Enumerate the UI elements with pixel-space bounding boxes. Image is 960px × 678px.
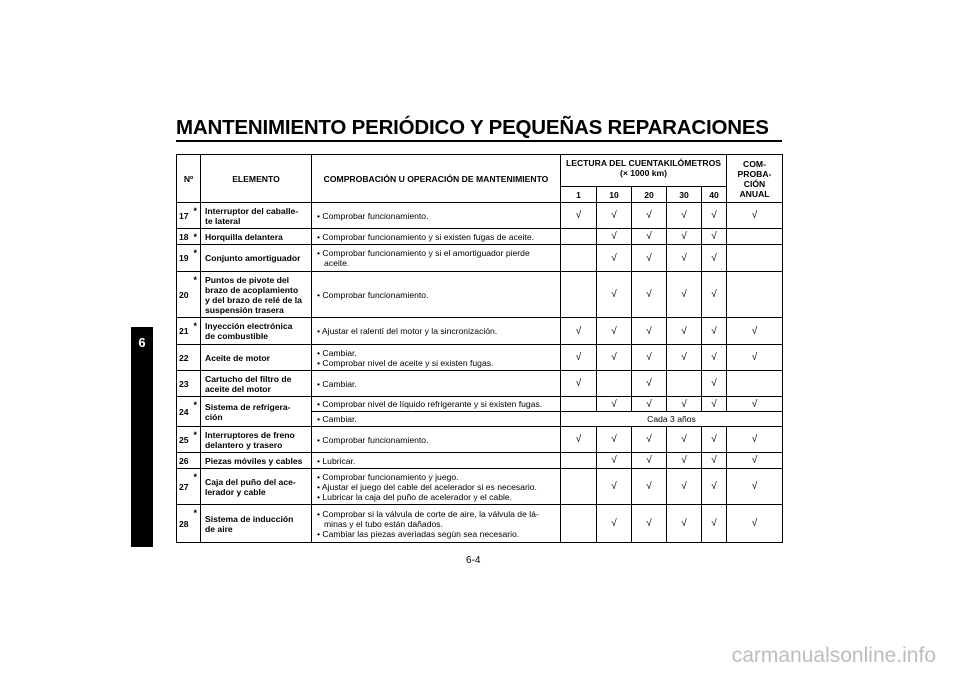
bullet-icon: • <box>317 357 323 368</box>
check-cell: √ <box>667 505 702 543</box>
row-number-text: 21 <box>179 326 189 336</box>
row-number <box>177 245 201 272</box>
row-number <box>177 318 201 345</box>
check-cell: √ <box>597 229 632 245</box>
row-number <box>177 469 201 505</box>
operation-text: Ajustar el ralentí del motor y la sincronización. <box>321 326 498 336</box>
row-operations <box>312 453 561 469</box>
row-operations <box>312 345 561 371</box>
row-operations <box>312 203 561 229</box>
header-lectura-line2: (× 1000 km) <box>619 168 668 178</box>
row-operations <box>312 427 561 453</box>
check-cell: √ <box>632 318 667 345</box>
check-cell <box>597 371 632 397</box>
interval-header: 40 <box>702 187 727 203</box>
check-cell: √ <box>632 371 667 397</box>
operation-item <box>316 509 556 529</box>
check-cell: √ <box>702 318 727 345</box>
row-operations <box>312 412 561 427</box>
check-cell: √ <box>667 469 702 505</box>
check-cell <box>727 371 783 397</box>
check-cell <box>727 229 783 245</box>
operation-item <box>316 379 556 389</box>
operation-text: Lubricar la caja del puño de acelerador y el cable. <box>322 491 513 502</box>
row-number-text: 19 <box>179 253 189 263</box>
bullet-icon: • <box>317 455 323 466</box>
operation-item <box>316 358 556 368</box>
row-operations <box>312 469 561 505</box>
check-cell: √ <box>561 345 597 371</box>
row-number <box>177 453 201 469</box>
row-number-text: 27 <box>179 481 189 492</box>
table-row <box>177 245 783 272</box>
row-element: Sistema de refrigera- ción <box>201 397 312 427</box>
table-row <box>177 318 783 345</box>
check-cell: √ <box>597 427 632 453</box>
check-cell <box>561 229 597 245</box>
table-row <box>177 469 783 505</box>
table-body <box>177 203 783 543</box>
asterisk-mark: * <box>193 508 197 518</box>
check-cell: √ <box>561 427 597 453</box>
table-row <box>177 229 783 245</box>
table-row <box>177 427 783 453</box>
operation-text: Comprobar funcionamiento. <box>322 434 429 445</box>
row-element: Horquilla delantera <box>201 229 312 245</box>
operation-text: Cambiar. <box>322 378 357 389</box>
check-cell: √ <box>561 203 597 229</box>
check-cell: √ <box>702 505 727 543</box>
check-cell: √ <box>667 453 702 469</box>
interval-header: 20 <box>632 187 667 203</box>
check-cell: √ <box>702 245 727 272</box>
operation-text: Comprobar funcionamiento y juego. <box>322 471 459 482</box>
row-number-text: 23 <box>179 378 189 389</box>
row-operations <box>312 272 561 318</box>
check-cell: √ <box>597 203 632 229</box>
asterisk-mark: * <box>193 232 197 242</box>
asterisk-mark: * <box>193 472 197 482</box>
check-cell: √ <box>632 469 667 505</box>
check-cell: √ <box>667 318 702 345</box>
row-number <box>177 203 201 229</box>
row-operations <box>312 318 561 345</box>
bullet-icon: • <box>317 248 323 258</box>
check-cell: √ <box>702 229 727 245</box>
check-cell: √ <box>702 469 727 505</box>
bullet-icon: • <box>317 326 322 336</box>
interval-header: 30 <box>667 187 702 203</box>
check-cell: √ <box>667 345 702 371</box>
check-cell: √ <box>632 345 667 371</box>
chapter-tab <box>131 327 153 547</box>
operation-text: Cambiar. <box>322 347 357 358</box>
row-element: Caja del puño del ace- lerador y cable <box>201 469 312 505</box>
row-element: Cartucho del filtro de aceite del motor <box>201 371 312 397</box>
operation-item <box>316 211 556 221</box>
check-cell: √ <box>727 427 783 453</box>
row-element: Piezas móviles y cables <box>201 453 312 469</box>
table-row <box>177 345 783 371</box>
chapter-number: 6 <box>138 335 146 350</box>
operation-item <box>316 435 556 445</box>
check-cell: √ <box>597 245 632 272</box>
operation-text: Ajustar el juego del cable del acelerador si es necesario. <box>321 481 537 492</box>
check-cell: √ <box>667 203 702 229</box>
check-cell <box>561 397 597 412</box>
operation-text: Comprobar funcionamiento. <box>322 289 429 300</box>
operation-text: Comprobar si la válvula de corte de aire, la válvula de lá- minas y el tubo están dañados. <box>322 508 539 529</box>
operation-item <box>316 232 556 242</box>
operation-item <box>316 472 556 482</box>
page-number: 6-4 <box>466 555 481 566</box>
row-number <box>177 345 201 371</box>
operation-text: Comprobar nivel de aceite y si existen fugas. <box>322 357 494 368</box>
asterisk-mark: * <box>193 206 197 216</box>
operation-text: Comprobar funcionamiento y si el amortiguador pierde aceite. <box>322 248 530 268</box>
header-num: Nº <box>177 155 201 203</box>
check-cell: √ <box>667 245 702 272</box>
check-cell: √ <box>727 453 783 469</box>
asterisk-mark: * <box>193 248 197 258</box>
check-cell: √ <box>667 272 702 318</box>
check-cell <box>561 453 597 469</box>
row-number <box>177 272 201 318</box>
check-cell: √ <box>561 318 597 345</box>
operation-text: Cambiar. <box>322 414 357 424</box>
check-cell: √ <box>727 469 783 505</box>
check-cell: √ <box>632 272 667 318</box>
operation-item <box>316 326 556 336</box>
check-cell <box>561 469 597 505</box>
operation-item <box>316 399 556 409</box>
row-number-text: 26 <box>179 455 189 466</box>
asterisk-mark: * <box>193 321 197 331</box>
bullet-icon: • <box>317 210 323 221</box>
bullet-icon: • <box>317 399 323 409</box>
row-number-text: 24 <box>179 406 189 417</box>
header-elemento: ELEMENTO <box>201 155 312 203</box>
interval-header: 10 <box>597 187 632 203</box>
check-cell: √ <box>702 371 727 397</box>
asterisk-mark: * <box>193 400 197 410</box>
check-cell: √ <box>727 397 783 412</box>
row-element: Interruptores de freno delantero y trasero <box>201 427 312 453</box>
operation-item <box>316 482 556 492</box>
row-element: Sistema de inducción de aire <box>201 505 312 543</box>
bullet-icon: • <box>317 508 323 519</box>
row-operations <box>312 505 561 543</box>
operation-item <box>316 529 556 539</box>
operation-text: Comprobar funcionamiento. <box>322 210 429 221</box>
check-cell: √ <box>702 427 727 453</box>
interval-header: 1 <box>561 187 597 203</box>
check-cell: √ <box>632 453 667 469</box>
check-cell: √ <box>702 203 727 229</box>
row-element: Conjunto amortiguador <box>201 245 312 272</box>
row-operations <box>312 245 561 272</box>
header-anual: COM- PROBA- CIÓN ANUAL <box>727 155 783 203</box>
check-cell <box>561 245 597 272</box>
row-element: Inyección electrónica de combustible <box>201 318 312 345</box>
bullet-icon: • <box>317 231 323 242</box>
check-cell: √ <box>597 345 632 371</box>
operation-item <box>316 414 556 424</box>
table-row <box>177 203 783 229</box>
bullet-icon: • <box>317 481 322 492</box>
operation-item <box>316 248 556 268</box>
check-cell: √ <box>597 318 632 345</box>
table-row <box>177 397 783 412</box>
maintenance-table <box>176 154 783 543</box>
bullet-icon: • <box>317 378 323 389</box>
row-number-text: 20 <box>179 289 189 300</box>
operation-text: Comprobar nivel de líquido refrigerante y si existen fugas. <box>322 399 543 409</box>
check-cell: √ <box>727 318 783 345</box>
check-cell: √ <box>727 505 783 543</box>
check-cell: √ <box>597 397 632 412</box>
operation-item <box>316 456 556 466</box>
title-rule <box>176 140 782 142</box>
check-cell <box>727 245 783 272</box>
bullet-icon: • <box>317 528 323 539</box>
row-element: Puntos de pivote del brazo de acoplamiento y del brazo de relé de la suspensión trasera <box>201 272 312 318</box>
header-comprobacion: COMPROBACIÓN U OPERACIÓN DE MANTENIMIENTO <box>312 155 561 203</box>
row-number <box>177 371 201 397</box>
check-cell: √ <box>667 397 702 412</box>
operation-text: Cambiar las piezas averiadas según sea necesario. <box>322 528 520 539</box>
asterisk-mark: * <box>193 275 197 285</box>
operation-text: Lubricar. <box>322 455 356 466</box>
asterisk-mark: * <box>193 430 197 440</box>
row-element: Aceite de motor <box>201 345 312 371</box>
check-cell: √ <box>702 397 727 412</box>
table-row <box>177 272 783 318</box>
check-cell: √ <box>632 505 667 543</box>
row-number-text: 18 <box>179 231 189 242</box>
row-number-text: 28 <box>179 518 189 529</box>
check-cell: √ <box>727 203 783 229</box>
check-cell: √ <box>597 469 632 505</box>
bullet-icon: • <box>317 414 323 424</box>
row-number-text: 25 <box>179 434 189 445</box>
page-title: MANTENIMIENTO PERIÓDICO Y PEQUEÑAS REPARACIONES <box>176 116 769 139</box>
row-operations <box>312 229 561 245</box>
row-number <box>177 229 201 245</box>
row-element: Interruptor del caballe- te lateral <box>201 203 312 229</box>
operation-item <box>316 290 556 300</box>
check-cell: √ <box>632 229 667 245</box>
watermark: carmanualsonline.info <box>731 644 936 667</box>
table-row <box>177 453 783 469</box>
check-cell: √ <box>667 427 702 453</box>
table-row <box>177 371 783 397</box>
row-number <box>177 397 201 427</box>
bullet-icon: • <box>317 347 323 358</box>
operation-item <box>316 348 556 358</box>
check-cell <box>667 371 702 397</box>
row-number-text: 17 <box>179 210 189 221</box>
operation-item <box>316 492 556 502</box>
check-cell: √ <box>632 203 667 229</box>
check-cell: √ <box>597 272 632 318</box>
row-number <box>177 505 201 543</box>
bullet-icon: • <box>317 471 323 482</box>
check-cell <box>561 505 597 543</box>
table-row <box>177 505 783 543</box>
check-cell: √ <box>632 397 667 412</box>
check-cell: √ <box>632 245 667 272</box>
check-cell: √ <box>727 345 783 371</box>
check-cell: √ <box>667 229 702 245</box>
row-number-text: 22 <box>179 352 189 363</box>
check-cell: √ <box>597 453 632 469</box>
row-number <box>177 427 201 453</box>
bullet-icon: • <box>317 434 323 445</box>
check-cell: √ <box>632 427 667 453</box>
row-operations <box>312 397 561 412</box>
check-cell: √ <box>702 345 727 371</box>
row-operations <box>312 371 561 397</box>
bullet-icon: • <box>317 491 323 502</box>
operation-text: Comprobar funcionamiento y si existen fugas de aceite. <box>322 231 535 242</box>
check-cell <box>727 272 783 318</box>
bullet-icon: • <box>317 289 323 300</box>
check-cell: √ <box>561 371 597 397</box>
interval-note: Cada 3 años <box>561 412 783 427</box>
check-cell: √ <box>597 505 632 543</box>
header-lectura-line1: LECTURA DEL CUENTAKILÓMETROS <box>565 158 721 168</box>
check-cell <box>561 272 597 318</box>
header-lectura <box>561 155 727 187</box>
check-cell: √ <box>702 453 727 469</box>
check-cell: √ <box>702 272 727 318</box>
